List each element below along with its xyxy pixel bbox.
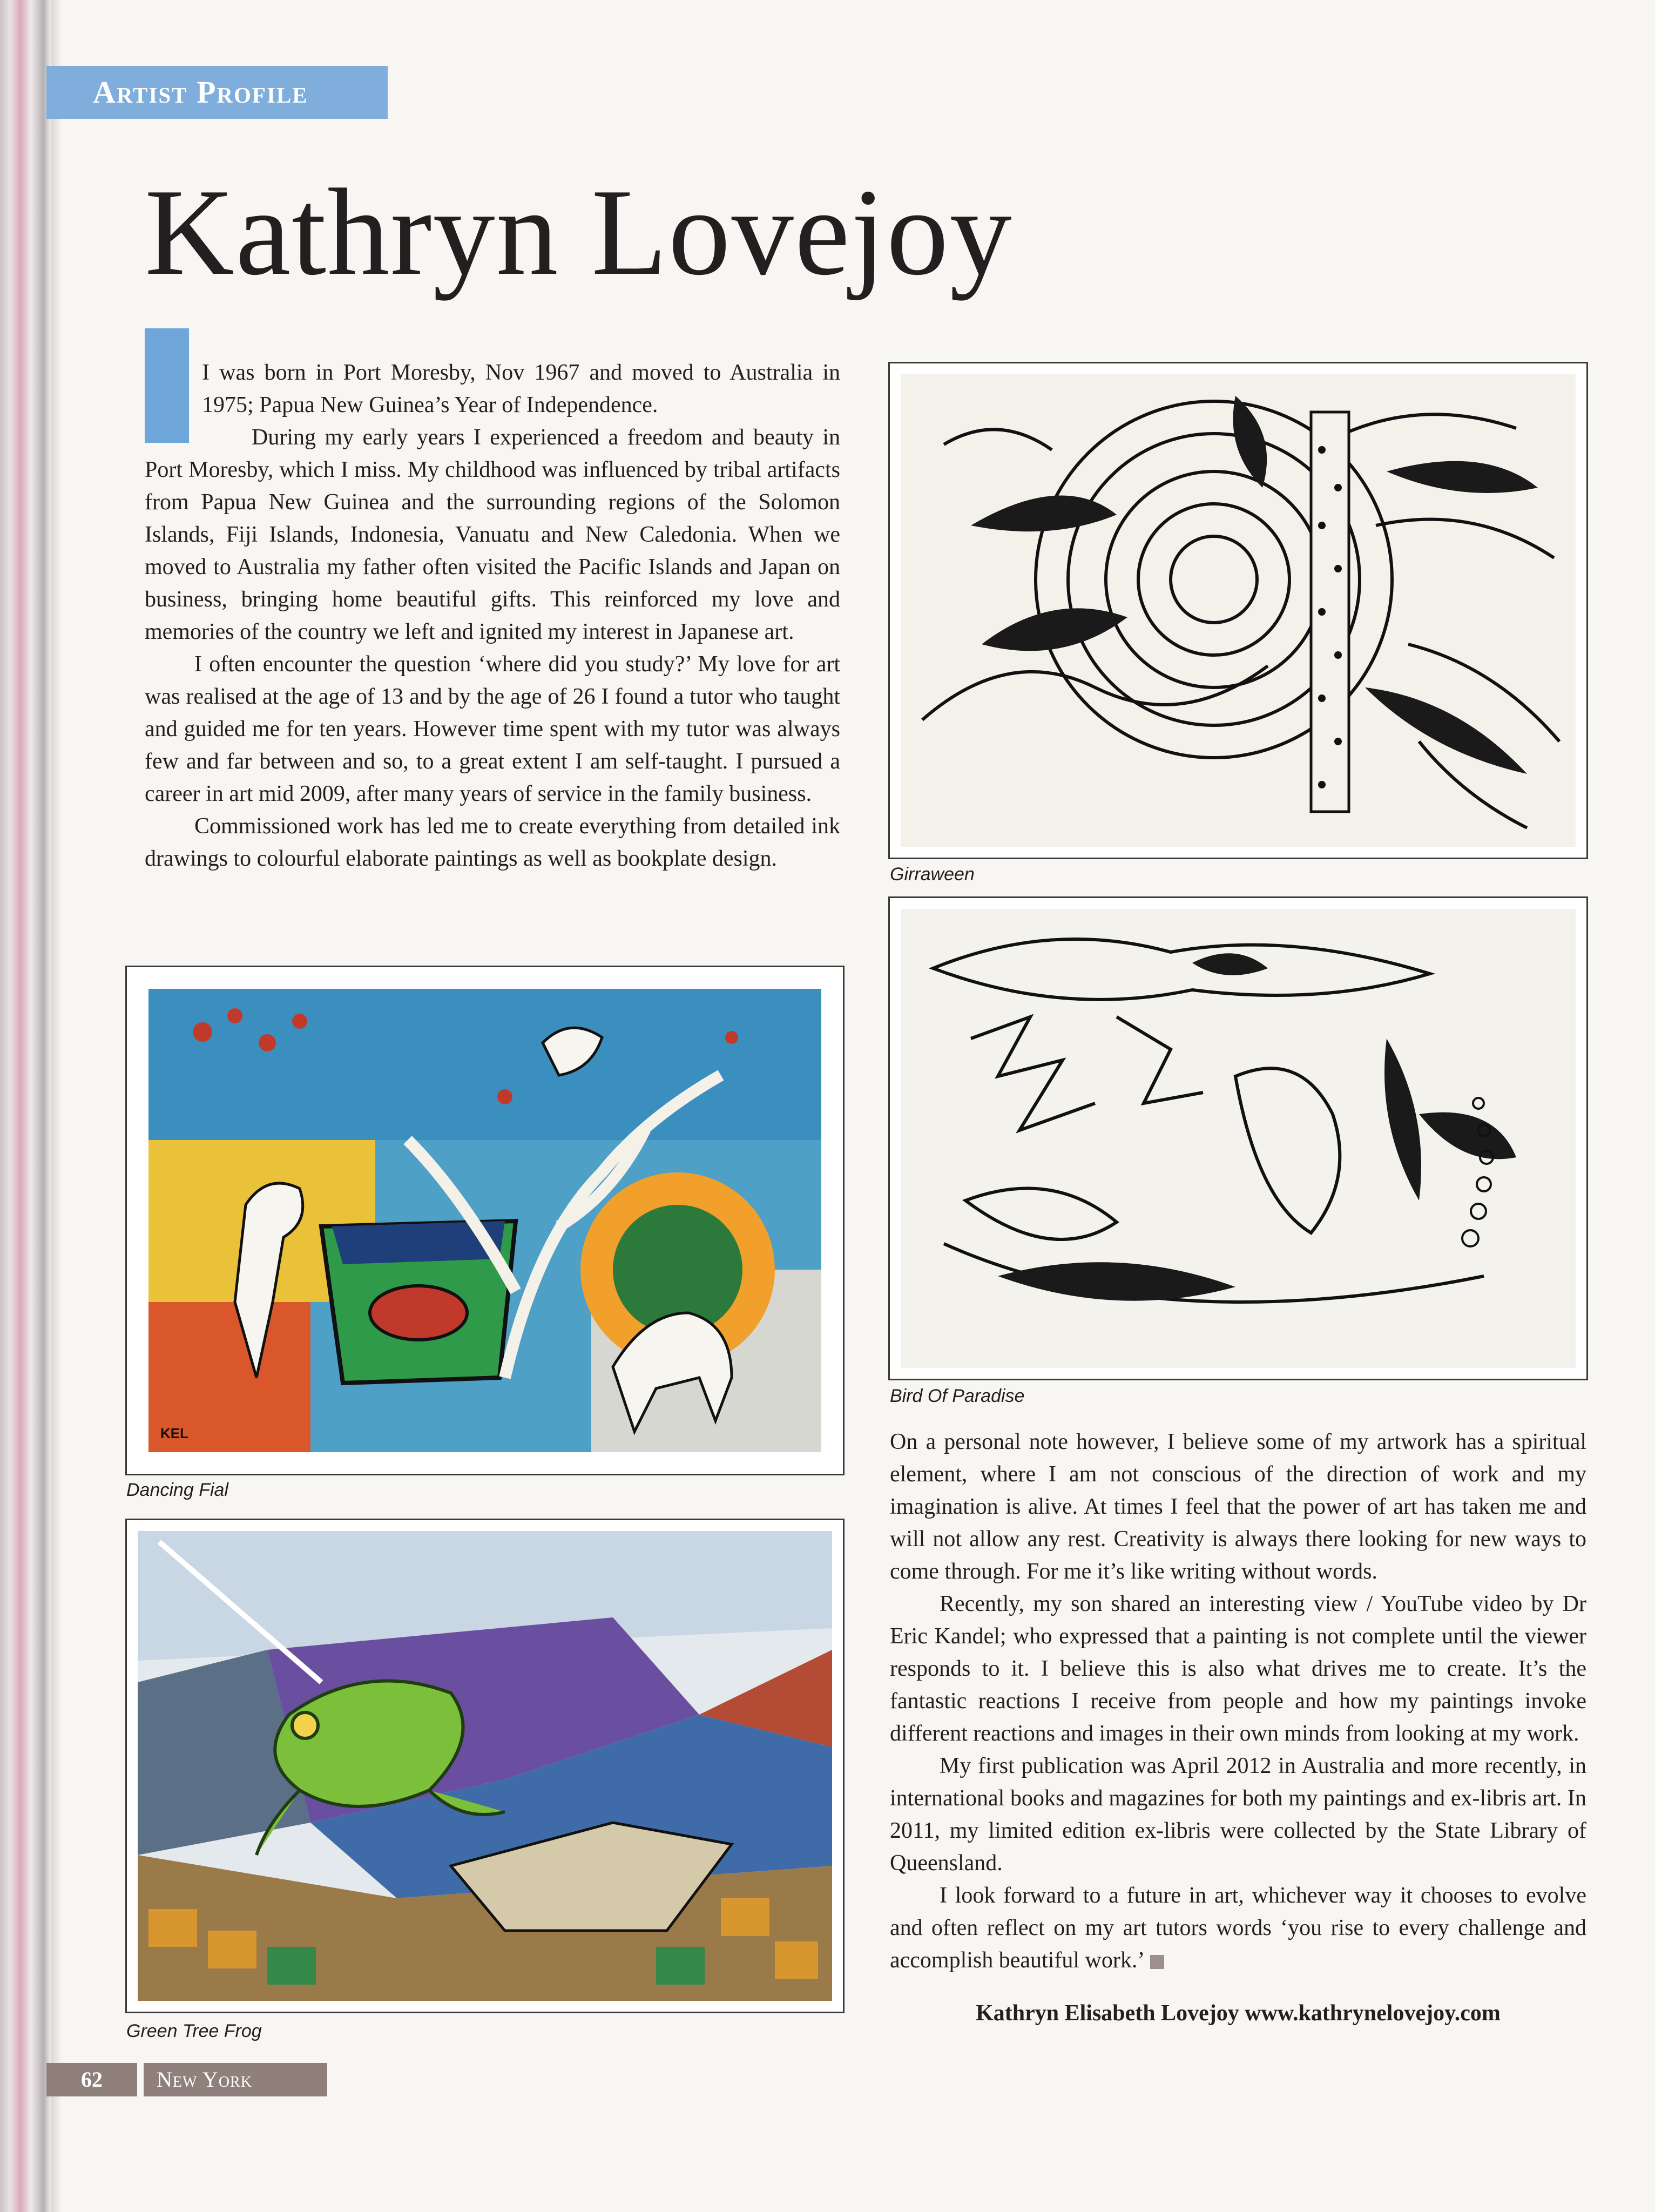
paragraph: During my early years I experienced a freedom and beauty in Port Moresby, which I miss. My childhood was influenced by tribal artifacts from Papua New Guinea and the surrounding regions of the Solomon Islands, Fiji Islands, Indonesia, Vanuatu and New Caledonia. When we moved to Australia my father often visited the Pacific Islands and Japan on business, bringing home beautiful gifts. This reinforced my love and memories of the country we left and ignited my interest in Japanese art. (145, 425, 840, 644)
binding-shadow (51, 0, 62, 2212)
section-label: Artist Profile (46, 66, 388, 119)
girraween-ink-drawing (890, 363, 1586, 858)
dancing-fial-painting (127, 967, 843, 1474)
green-tree-frog-painting (127, 1520, 843, 2012)
right-column-text (890, 1426, 1586, 1977)
paragraph: I often encounter the question ‘where did you study?’ My love for art was realised at the age of 13 and by the age of 26 I found a tutor who taught and guided me for ten years. However time spent with my tutor was always few and far between and so, to a great extent I am self-taught. I pursued a career in art mid 2009, after many years of service in the family business. (145, 652, 840, 806)
caption-green-tree-frog: Green Tree Frog (126, 2021, 262, 2041)
left-column-text (145, 356, 840, 875)
dancing-fial-artist-mark: KEL (160, 1425, 188, 1441)
paragraph: Recently, my son shared an interesting view / YouTube video by Dr Eric Kandel; who expressed that a painting is not complete until the viewer responds to it. I believe this is also what drives me to create. It’s the fantastic reactions I receive from people and how my paintings invoke different reactions and images in their own minds from looking at my work. (890, 1591, 1586, 1746)
article-title: Kathryn Lovejoy (145, 163, 1013, 301)
bird-of-paradise-ink-drawing (890, 898, 1586, 1379)
author-signature: Kathryn Elisabeth Lovejoy www.kathrynelovejoy.com (976, 2001, 1501, 2026)
caption-dancing-fial: Dancing Fial (126, 1480, 228, 1500)
paragraph: I was born in Port Moresby, Nov 1967 and moved to Australia in 1975; Papua New Guinea’s Year of Independence. (202, 360, 840, 417)
caption-bird-of-paradise: Bird Of Paradise (890, 1386, 1025, 1406)
caption-girraween: Girraween (890, 864, 975, 885)
page-binding-edge (0, 0, 51, 2212)
page-number: 62 (46, 2063, 137, 2096)
paragraph (890, 1879, 1586, 1977)
artwork-girraween (888, 362, 1588, 859)
artwork-dancing-fial (125, 966, 845, 1475)
paragraph: My first publication was April 2012 in Australia and more recently, in international books and magazines for both my paintings and ex-libris art. In 2011, my limited edition ex-libris were collected by the State Library of Queensland. (890, 1754, 1586, 1876)
publication-name: New York (144, 2063, 327, 2096)
paragraph: Commissioned work has led me to create everything from detailed ink drawings to colourful elaborate paintings as well as bookplate design. (145, 814, 840, 871)
paragraph: On a personal note however, I believe some of my artwork has a spiritual element, where I am not conscious of the direction of work and my imagination is alive. At times I feel that the power of art has taken me and will not allow any rest. Creativity is always there looking for new ways to come through. For me it’s like writing without words. (890, 1429, 1586, 1584)
closing-paragraph-text: I look forward to a future in art, whichever way it chooses to evolve and often reflect on my art tutors words ‘you rise to every challenge and accomplish beautiful work.’ (890, 1883, 1586, 1973)
end-of-article-mark (1150, 1955, 1164, 1969)
artwork-green-tree-frog (125, 1519, 845, 2013)
dropcap-block (145, 328, 189, 443)
artwork-bird-of-paradise (888, 896, 1588, 1380)
